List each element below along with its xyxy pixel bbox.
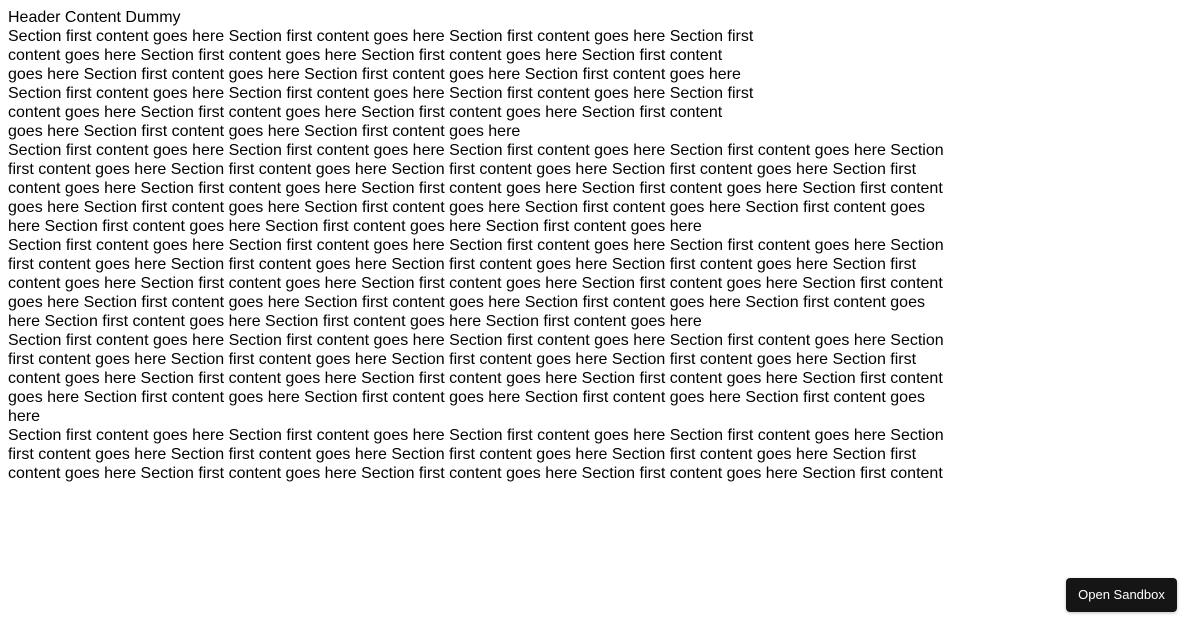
section-line: first content goes here Section first content goes here Section first content goes here Section first content goes here Section first <box>8 446 917 463</box>
section-line: content goes here Section first content goes here Section first content goes here Section first content goes here Section first content <box>8 465 943 482</box>
open-sandbox-button[interactable]: Open Sandbox <box>1066 578 1177 612</box>
section-paragraph-2: Section first content goes here Section first content goes here Section first content goes here Section first content goes here Section first content goes here Section first content goes here Section first content goes here Section first content goes here Section first content goes here Section first content goes here Section first content goes here Section first content goes here Section first content goes here Section first content goes here Section first content goes here Section first content goes here Section first content goes here Section first content goes here Section first content goes here Section first content goes here <box>8 142 944 235</box>
section-line: content goes here Section first content goes here Section first content goes here Section first content goes here Section first content <box>8 370 943 387</box>
header-text: Header Content Dummy <box>8 9 181 26</box>
page-content <box>8 8 1192 483</box>
section-paragraph-3: Section first content goes here Section first content goes here Section first content goes here Section first content goes here Section first content goes here Section first content goes here Section first content goes here Section first content goes here Section first content goes here Section first content goes here Section first content goes here Section first content goes here Section first content goes here Section first content goes here Section first content goes here Section first content goes here Section first content goes here Section first content goes here Section first content goes here Section first content goes here <box>8 237 944 330</box>
section-paragraph-4 <box>8 331 953 483</box>
section-line: Section first content goes here Section first content goes here Section first content goes here Section first content goes here Section <box>8 427 944 444</box>
section-paragraph-1: Section first content goes here Section first content goes here Section first content goes here Section first content goes here Section first content goes here Section first content goes here Section first content goes here Section first content goes here Section first content goes here Section first content goes here Section first content goes here Section first content goes here Section first content goes here Section first content goes here Section first content goes here Section first content goes here Section first content goes here Section first content goes here Section first content goes here <box>8 28 754 140</box>
section-line: Section first content goes here Section first content goes here Section first content goes here Section first content goes here Section <box>8 332 944 349</box>
section-line: goes here Section first content goes here Section first content goes here Section first content goes here Section first content goes here <box>8 389 925 425</box>
section-line: first content goes here Section first content goes here Section first content goes here Section first content goes here Section first <box>8 351 917 368</box>
